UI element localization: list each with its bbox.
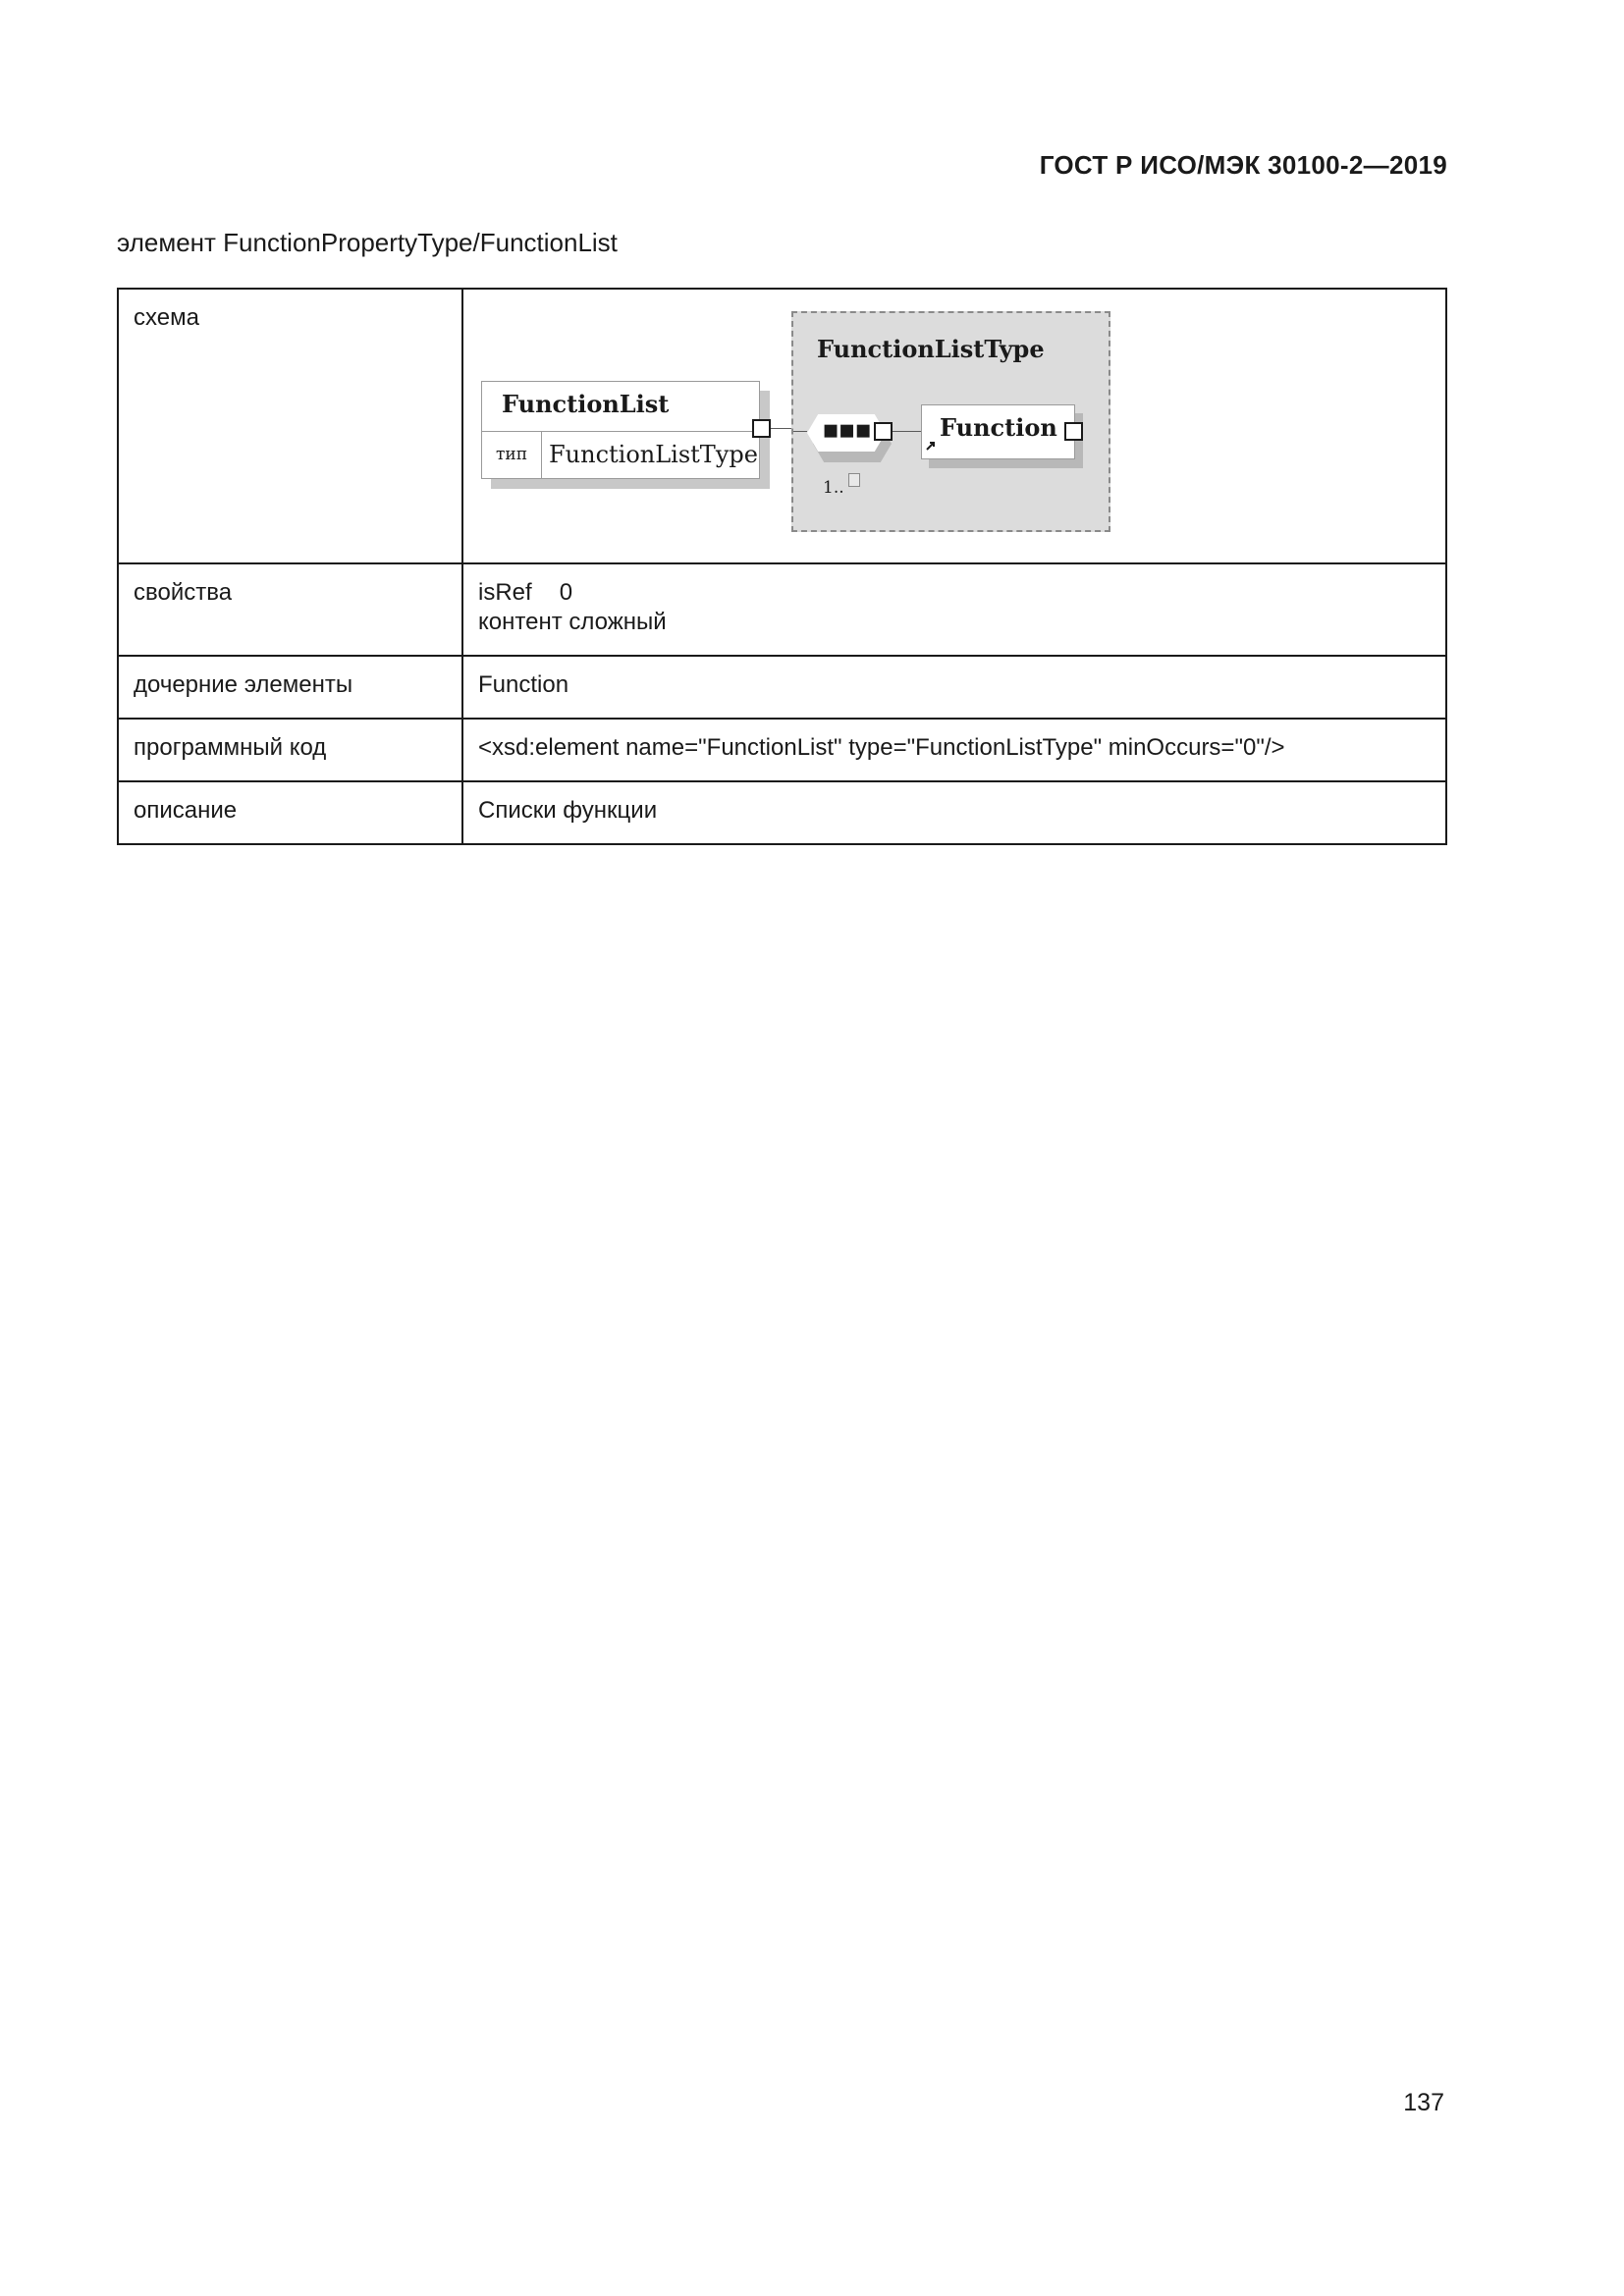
code-value: <xsd:element name="FunctionList" type="FunctionListType" minOccurs="0"/> — [462, 719, 1446, 781]
content-line: контент сложный — [478, 609, 667, 635]
table-row-description — [118, 781, 1446, 844]
code-label: программный код — [118, 719, 462, 781]
page-number: 137 — [1403, 2089, 1444, 2116]
table-row-schema — [118, 289, 1446, 563]
expand-toggle-icon[interactable] — [1064, 422, 1083, 441]
properties-label: свойства — [118, 563, 462, 656]
child-element-name: Function — [940, 413, 1057, 442]
table-row-properties — [118, 563, 1446, 656]
document-header: ГОСТ Р ИСО/МЭК 30100-2—2019 — [1039, 150, 1447, 180]
child-element-box-function — [921, 404, 1075, 459]
connector-line — [793, 431, 807, 432]
isref-value: 0 — [559, 579, 573, 606]
description-label: описание — [118, 781, 462, 844]
children-label: дочерние элементы — [118, 656, 462, 719]
connector-line — [893, 431, 921, 432]
description-value: Списки функции — [462, 781, 1446, 844]
element-spec-table — [117, 288, 1447, 845]
children-value: Function — [462, 656, 1446, 719]
properties-value — [462, 563, 1446, 656]
schema-diagram — [463, 290, 1445, 562]
isref-key: isRef — [478, 579, 532, 606]
sequence-dots: ▪▪▪ — [822, 415, 871, 445]
element-box-functionlist — [481, 381, 760, 479]
element-type-label: тип — [482, 431, 542, 478]
schema-label: схема — [118, 289, 462, 563]
expand-toggle-icon[interactable] — [752, 419, 771, 438]
element-type-value: FunctionListType — [549, 441, 758, 468]
expand-toggle-icon[interactable] — [874, 422, 893, 441]
table-row-children — [118, 656, 1446, 719]
connector-line — [771, 428, 791, 429]
multiplicity-marker-icon — [848, 473, 860, 487]
table-row-code — [118, 719, 1446, 781]
complex-type-region — [791, 311, 1110, 532]
reference-arrow-icon — [926, 441, 936, 451]
element-name: FunctionList — [502, 390, 670, 418]
schema-diagram-cell — [462, 289, 1446, 563]
isref-line — [478, 578, 1431, 608]
complex-type-name: FunctionListType — [817, 335, 1045, 363]
sequence-multiplicity: 1.. — [823, 478, 844, 498]
element-title: элемент FunctionPropertyType/FunctionList — [117, 228, 618, 257]
